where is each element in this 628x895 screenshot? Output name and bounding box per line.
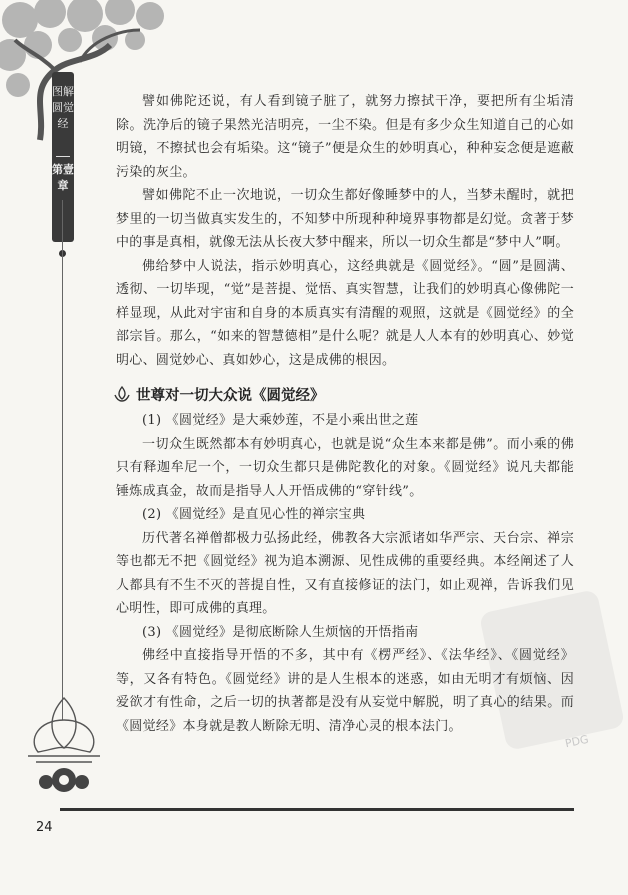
section-heading-text: 世尊对一切大众说《圆觉经》 xyxy=(136,388,325,404)
list-item-text: 佛经中直接指导开悟的不多，其中有《楞严经》、《法华经》、《圆觉经》等，又各有特色。《圆觉经》讲的是人生根本的迷惑，如由无明才有烦恼、因爱欲才有性命，之后一切的执著都是没有从妄觉中解脱，明了真心的结果。而《圆觉经》本身就是教人断除无明、清净心灵的根本法门。 xyxy=(116,648,574,734)
list-item-label: (2) 《圆觉经》是直见心性的禅宗宝典 xyxy=(142,507,366,522)
paragraph-3: 佛给梦中人说法，指示妙明真心，这经典就是《圆觉经》。“圆”是圆满、透彻、一切毕现，“觉”是菩提、觉悟、真实智慧，让我们的妙明真心像佛陀一样显现，从此对宇宙和自身的本质真实有清醒的观照，这就是《圆觉经》的全部宗旨。那么，“如来的智慧德相”是什么呢？就是人人本有的妙明真心、妙觉明心、圆觉妙心、真如妙心，这是成佛的根因。 xyxy=(116,258,574,368)
paragraph-1: 譬如佛陀还说，有人看到镜子脏了，就努力擦拭干净，要把所有尘垢清除。洗净后的镜子果然光洁明亮，一尘不染。但是有多少众生知道自己的心如明镜，不擦拭也会有垢染。这“镜子”便是众生的妙明真心，种种妄念便是遮蔽污染的灰尘。 xyxy=(116,94,574,180)
main-content xyxy=(116,90,574,738)
page-number: 24 xyxy=(36,820,53,835)
list-item-text: 一切众生既然都本有妙明真心，也就是说“众生本来都是佛”。而小乘的佛只有释迦牟尼一个，一切众生都只是佛陀教化的对象。《圆觉经》说凡夫都能锤炼成真金，故而是指导人人开悟成佛的“穿针线”。 xyxy=(116,436,574,499)
lotus-bullet-icon xyxy=(112,385,132,405)
watermark-text: PDG xyxy=(563,732,590,751)
list-item-label: (3) 《圆觉经》是彻底断除人生烦恼的开悟指南 xyxy=(142,624,419,640)
sidebar-divider xyxy=(56,156,70,157)
section-heading xyxy=(112,384,574,405)
lotus-ornament-icon xyxy=(18,690,110,800)
footer-rule xyxy=(60,808,574,811)
sidebar-chapter-label: 第壹章 xyxy=(52,163,74,192)
paragraph-2: 譬如佛陀不止一次地说，一切众生都好像睡梦中的人，当梦未醒时，就把梦里的一切当做真实发生的，不知梦中所现种种境界事物都是幻觉。贪著于梦中的事是真相，就像无法从长夜大梦中醒来，所以一切众生都是“梦中人”啊。 xyxy=(116,188,574,250)
list-item-text: 历代著名禅僧都极力弘扬此经，佛教各大宗派诸如华严宗、天台宗、禅宗等也都无不把《圆觉经》视为追本溯源、见性成佛的重要经典。本经阐述了人人都具有不生不灭的菩提自性，又有直接修证的法门，如止观禅，告诉我们见心明性，即可成佛的真理。 xyxy=(116,530,574,616)
sidebar-book-title: 图解圆觉经 xyxy=(52,85,74,130)
sidebar-line xyxy=(62,200,63,720)
list-item-label: (1) 《圆觉经》是大乘妙莲，不是小乘出世之莲 xyxy=(142,413,419,428)
